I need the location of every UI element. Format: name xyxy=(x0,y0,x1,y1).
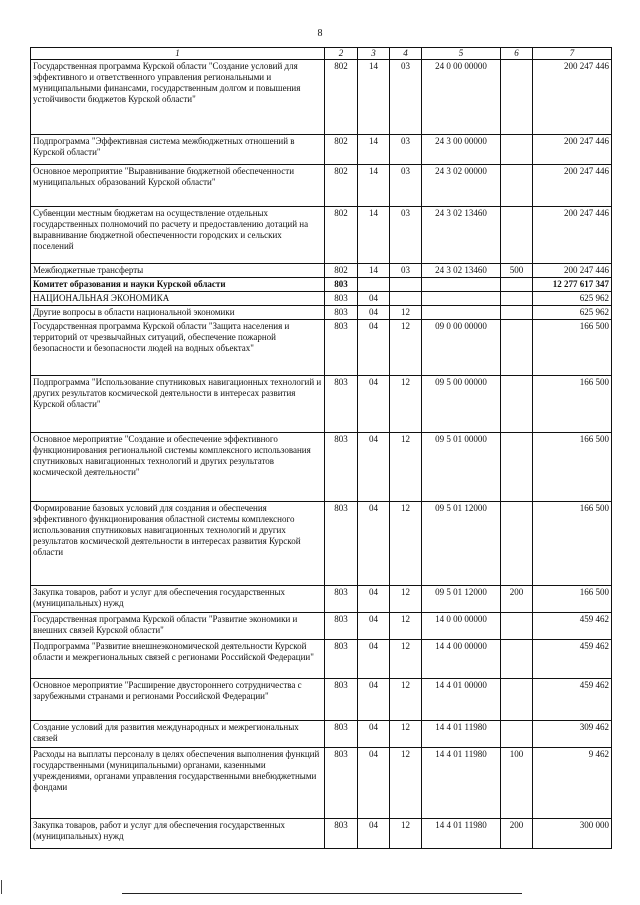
row-code-expense-type xyxy=(501,640,533,679)
row-name: Основное мероприятие "Расширение двустороннего сотрудничества с зарубежными странами и регионами Российской Федерации" xyxy=(31,679,325,721)
row-code-expense-type xyxy=(501,306,533,320)
row-code-subsection: 12 xyxy=(390,306,422,320)
row-code-subsection: 12 xyxy=(390,748,422,819)
row-code-ministry: 803 xyxy=(325,721,358,748)
row-code-ministry: 803 xyxy=(325,278,358,292)
column-header: 6 xyxy=(501,48,533,60)
row-code-subsection: 12 xyxy=(390,586,422,613)
table-row xyxy=(31,207,612,264)
column-header: 1 xyxy=(31,48,325,60)
row-name: Другие вопросы в области национальной экономики xyxy=(31,306,325,320)
header-row xyxy=(31,48,612,60)
row-code-ministry: 803 xyxy=(325,433,358,502)
row-code-expense-type: 500 xyxy=(501,264,533,278)
row-code-section: 14 xyxy=(358,165,390,207)
row-code-ministry: 803 xyxy=(325,306,358,320)
row-code-ministry: 803 xyxy=(325,679,358,721)
table-row xyxy=(31,721,612,748)
table-row xyxy=(31,502,612,586)
row-code-expense-type xyxy=(501,60,533,135)
row-code-subsection: 03 xyxy=(390,264,422,278)
table-row xyxy=(31,433,612,502)
row-code-section: 04 xyxy=(358,721,390,748)
row-name: Создание условий для развития международных и межрегиональных связей xyxy=(31,721,325,748)
row-code-target: 24 0 00 00000 xyxy=(422,60,501,135)
row-code-target: 14 4 01 00000 xyxy=(422,679,501,721)
budget-table xyxy=(30,47,612,849)
row-name: НАЦИОНАЛЬНАЯ ЭКОНОМИКА xyxy=(31,292,325,306)
row-code-target xyxy=(422,292,501,306)
row-code-expense-type xyxy=(501,502,533,586)
row-code-target: 24 3 02 13460 xyxy=(422,207,501,264)
row-amount: 459 462 xyxy=(533,613,612,640)
table-row xyxy=(31,819,612,849)
column-header: 5 xyxy=(422,48,501,60)
row-amount: 166 500 xyxy=(533,502,612,586)
row-code-target xyxy=(422,306,501,320)
row-code-target: 24 3 02 13460 xyxy=(422,264,501,278)
row-code-subsection: 03 xyxy=(390,60,422,135)
table-row xyxy=(31,679,612,721)
row-code-ministry: 803 xyxy=(325,292,358,306)
row-name: Закупка товаров, работ и услуг для обеспечения государственных (муниципальных) нужд xyxy=(31,586,325,613)
table-row xyxy=(31,60,612,135)
row-code-ministry: 802 xyxy=(325,135,358,165)
page-number: 8 xyxy=(317,28,323,39)
table-row xyxy=(31,278,612,292)
row-amount: 166 500 xyxy=(533,586,612,613)
row-code-expense-type xyxy=(501,292,533,306)
row-code-ministry: 803 xyxy=(325,502,358,586)
row-code-expense-type xyxy=(501,613,533,640)
row-code-expense-type xyxy=(501,721,533,748)
row-amount: 625 962 xyxy=(533,292,612,306)
row-code-subsection: 12 xyxy=(390,320,422,376)
row-name: Государственная программа Курской области "Защита населения и территорий от чрезвычайных ситуаций, обеспечение пожарной безопасности и безопасности людей на водных объектах" xyxy=(31,320,325,376)
row-code-section: 04 xyxy=(358,502,390,586)
row-code-section: 04 xyxy=(358,640,390,679)
row-code-subsection: 12 xyxy=(390,502,422,586)
row-code-target xyxy=(422,278,501,292)
row-code-target: 09 5 01 12000 xyxy=(422,586,501,613)
row-code-expense-type xyxy=(501,376,533,433)
row-code-target: 14 0 00 00000 xyxy=(422,613,501,640)
row-code-target: 09 5 01 00000 xyxy=(422,433,501,502)
row-code-subsection: 12 xyxy=(390,679,422,721)
row-code-target: 24 3 00 00000 xyxy=(422,135,501,165)
column-header: 7 xyxy=(533,48,612,60)
row-code-target: 14 4 00 00000 xyxy=(422,640,501,679)
table-row xyxy=(31,264,612,278)
row-code-section xyxy=(358,278,390,292)
row-code-subsection: 12 xyxy=(390,613,422,640)
table-row xyxy=(31,640,612,679)
table-row xyxy=(31,320,612,376)
row-name: Государственная программа Курской области "Создание условий для эффективного и ответственного управления региональными и муниципальными финансами, государственным долгом и повышения устойчивости бюджетов Курской области" xyxy=(31,60,325,135)
row-code-ministry: 802 xyxy=(325,60,358,135)
row-code-section: 04 xyxy=(358,748,390,819)
row-amount: 166 500 xyxy=(533,433,612,502)
row-code-target: 14 4 01 11980 xyxy=(422,721,501,748)
row-name: Основное мероприятие "Создание и обеспечение эффективного функционирования региональной системы комплексного использования спутниковых навигационных технологий и других результатов космической деятельности" xyxy=(31,433,325,502)
column-header: 4 xyxy=(390,48,422,60)
row-amount: 9 462 xyxy=(533,748,612,819)
row-code-section: 04 xyxy=(358,433,390,502)
row-code-subsection: 12 xyxy=(390,376,422,433)
row-name: Расходы на выплаты персоналу в целях обеспечения выполнения функций государственными (муниципальными) органами, казенными учреждениями, органами управления государственными внебюджетными фондами xyxy=(31,748,325,819)
row-name: Государственная программа Курской области "Развитие экономики и внешних связей Курской области" xyxy=(31,613,325,640)
row-name: Подпрограмма "Использование спутниковых навигационных технологий и других результатов космической деятельности в интересах развития Курской области" xyxy=(31,376,325,433)
row-code-expense-type xyxy=(501,207,533,264)
column-header: 2 xyxy=(325,48,358,60)
row-code-subsection xyxy=(390,278,422,292)
table-row xyxy=(31,135,612,165)
row-code-subsection: 03 xyxy=(390,207,422,264)
row-code-ministry: 803 xyxy=(325,613,358,640)
row-amount: 625 962 xyxy=(533,306,612,320)
row-amount: 300 000 xyxy=(533,819,612,849)
row-code-subsection xyxy=(390,292,422,306)
row-amount: 200 247 446 xyxy=(533,165,612,207)
row-code-section: 04 xyxy=(358,613,390,640)
row-name: Субвенции местным бюджетам на осуществление отдельных государственных полномочий по расчету и предоставлению дотаций на выравнивание бюджетной обеспеченности городских и сельских поселений xyxy=(31,207,325,264)
row-code-ministry: 803 xyxy=(325,748,358,819)
row-code-ministry: 802 xyxy=(325,165,358,207)
row-code-section: 14 xyxy=(358,135,390,165)
row-code-subsection: 12 xyxy=(390,640,422,679)
row-code-section: 14 xyxy=(358,207,390,264)
row-amount: 200 247 446 xyxy=(533,207,612,264)
row-code-expense-type: 200 xyxy=(501,586,533,613)
row-amount: 309 462 xyxy=(533,721,612,748)
row-code-expense-type: 100 xyxy=(501,748,533,819)
row-amount: 200 247 446 xyxy=(533,135,612,165)
row-amount: 459 462 xyxy=(533,640,612,679)
row-code-subsection: 03 xyxy=(390,165,422,207)
row-amount: 166 500 xyxy=(533,320,612,376)
row-amount: 12 277 617 347 xyxy=(533,278,612,292)
row-code-expense-type xyxy=(501,320,533,376)
row-name: Межбюджетные трансферты xyxy=(31,264,325,278)
row-code-section: 14 xyxy=(358,264,390,278)
row-code-ministry: 803 xyxy=(325,640,358,679)
row-code-section: 04 xyxy=(358,586,390,613)
row-code-ministry: 803 xyxy=(325,586,358,613)
row-code-section: 04 xyxy=(358,819,390,849)
row-name: Комитет образования и науки Курской области xyxy=(31,278,325,292)
table-row xyxy=(31,586,612,613)
row-code-target: 09 5 00 00000 xyxy=(422,376,501,433)
row-amount: 200 247 446 xyxy=(533,264,612,278)
row-amount: 200 247 446 xyxy=(533,60,612,135)
row-code-subsection: 12 xyxy=(390,819,422,849)
row-code-expense-type xyxy=(501,135,533,165)
scan-mark xyxy=(1,880,2,894)
row-code-expense-type xyxy=(501,433,533,502)
row-code-expense-type xyxy=(501,278,533,292)
row-code-section: 04 xyxy=(358,679,390,721)
row-name: Подпрограмма "Развитие внешнеэкономической деятельности Курской области и межрегиональных связей с регионами Российской Федерации" xyxy=(31,640,325,679)
row-code-ministry: 803 xyxy=(325,376,358,433)
table-row xyxy=(31,613,612,640)
row-code-target: 14 4 01 11980 xyxy=(422,748,501,819)
table-row xyxy=(31,292,612,306)
row-code-section: 04 xyxy=(358,320,390,376)
row-name: Основное мероприятие "Выравнивание бюджетной обеспеченности муниципальных образований Курской области" xyxy=(31,165,325,207)
row-code-section: 04 xyxy=(358,306,390,320)
row-code-ministry: 803 xyxy=(325,819,358,849)
row-code-expense-type xyxy=(501,165,533,207)
row-code-section: 14 xyxy=(358,60,390,135)
row-code-target: 14 4 01 11980 xyxy=(422,819,501,849)
row-code-ministry: 802 xyxy=(325,264,358,278)
row-amount: 166 500 xyxy=(533,376,612,433)
row-amount: 459 462 xyxy=(533,679,612,721)
row-code-subsection: 12 xyxy=(390,433,422,502)
row-code-subsection: 03 xyxy=(390,135,422,165)
row-code-expense-type: 200 xyxy=(501,819,533,849)
row-name: Формирование базовых условий для создания и обеспечения эффективного функционирования областной системы комплексного использования спутниковых навигационных технологий и других результатов космической деятельности в интересах развития Курской области xyxy=(31,502,325,586)
row-code-section: 04 xyxy=(358,292,390,306)
footer-line xyxy=(122,893,522,894)
table-row xyxy=(31,306,612,320)
column-header: 3 xyxy=(358,48,390,60)
row-name: Подпрограмма "Эффективная система межбюджетных отношений в Курской области" xyxy=(31,135,325,165)
table-row xyxy=(31,376,612,433)
row-code-section: 04 xyxy=(358,376,390,433)
table-row xyxy=(31,165,612,207)
table-row xyxy=(31,748,612,819)
row-code-target: 09 0 00 00000 xyxy=(422,320,501,376)
row-code-subsection: 12 xyxy=(390,721,422,748)
row-name: Закупка товаров, работ и услуг для обеспечения государственных (муниципальных) нужд xyxy=(31,819,325,849)
row-code-ministry: 802 xyxy=(325,207,358,264)
row-code-target: 24 3 02 00000 xyxy=(422,165,501,207)
row-code-expense-type xyxy=(501,679,533,721)
row-code-ministry: 803 xyxy=(325,320,358,376)
row-code-target: 09 5 01 12000 xyxy=(422,502,501,586)
